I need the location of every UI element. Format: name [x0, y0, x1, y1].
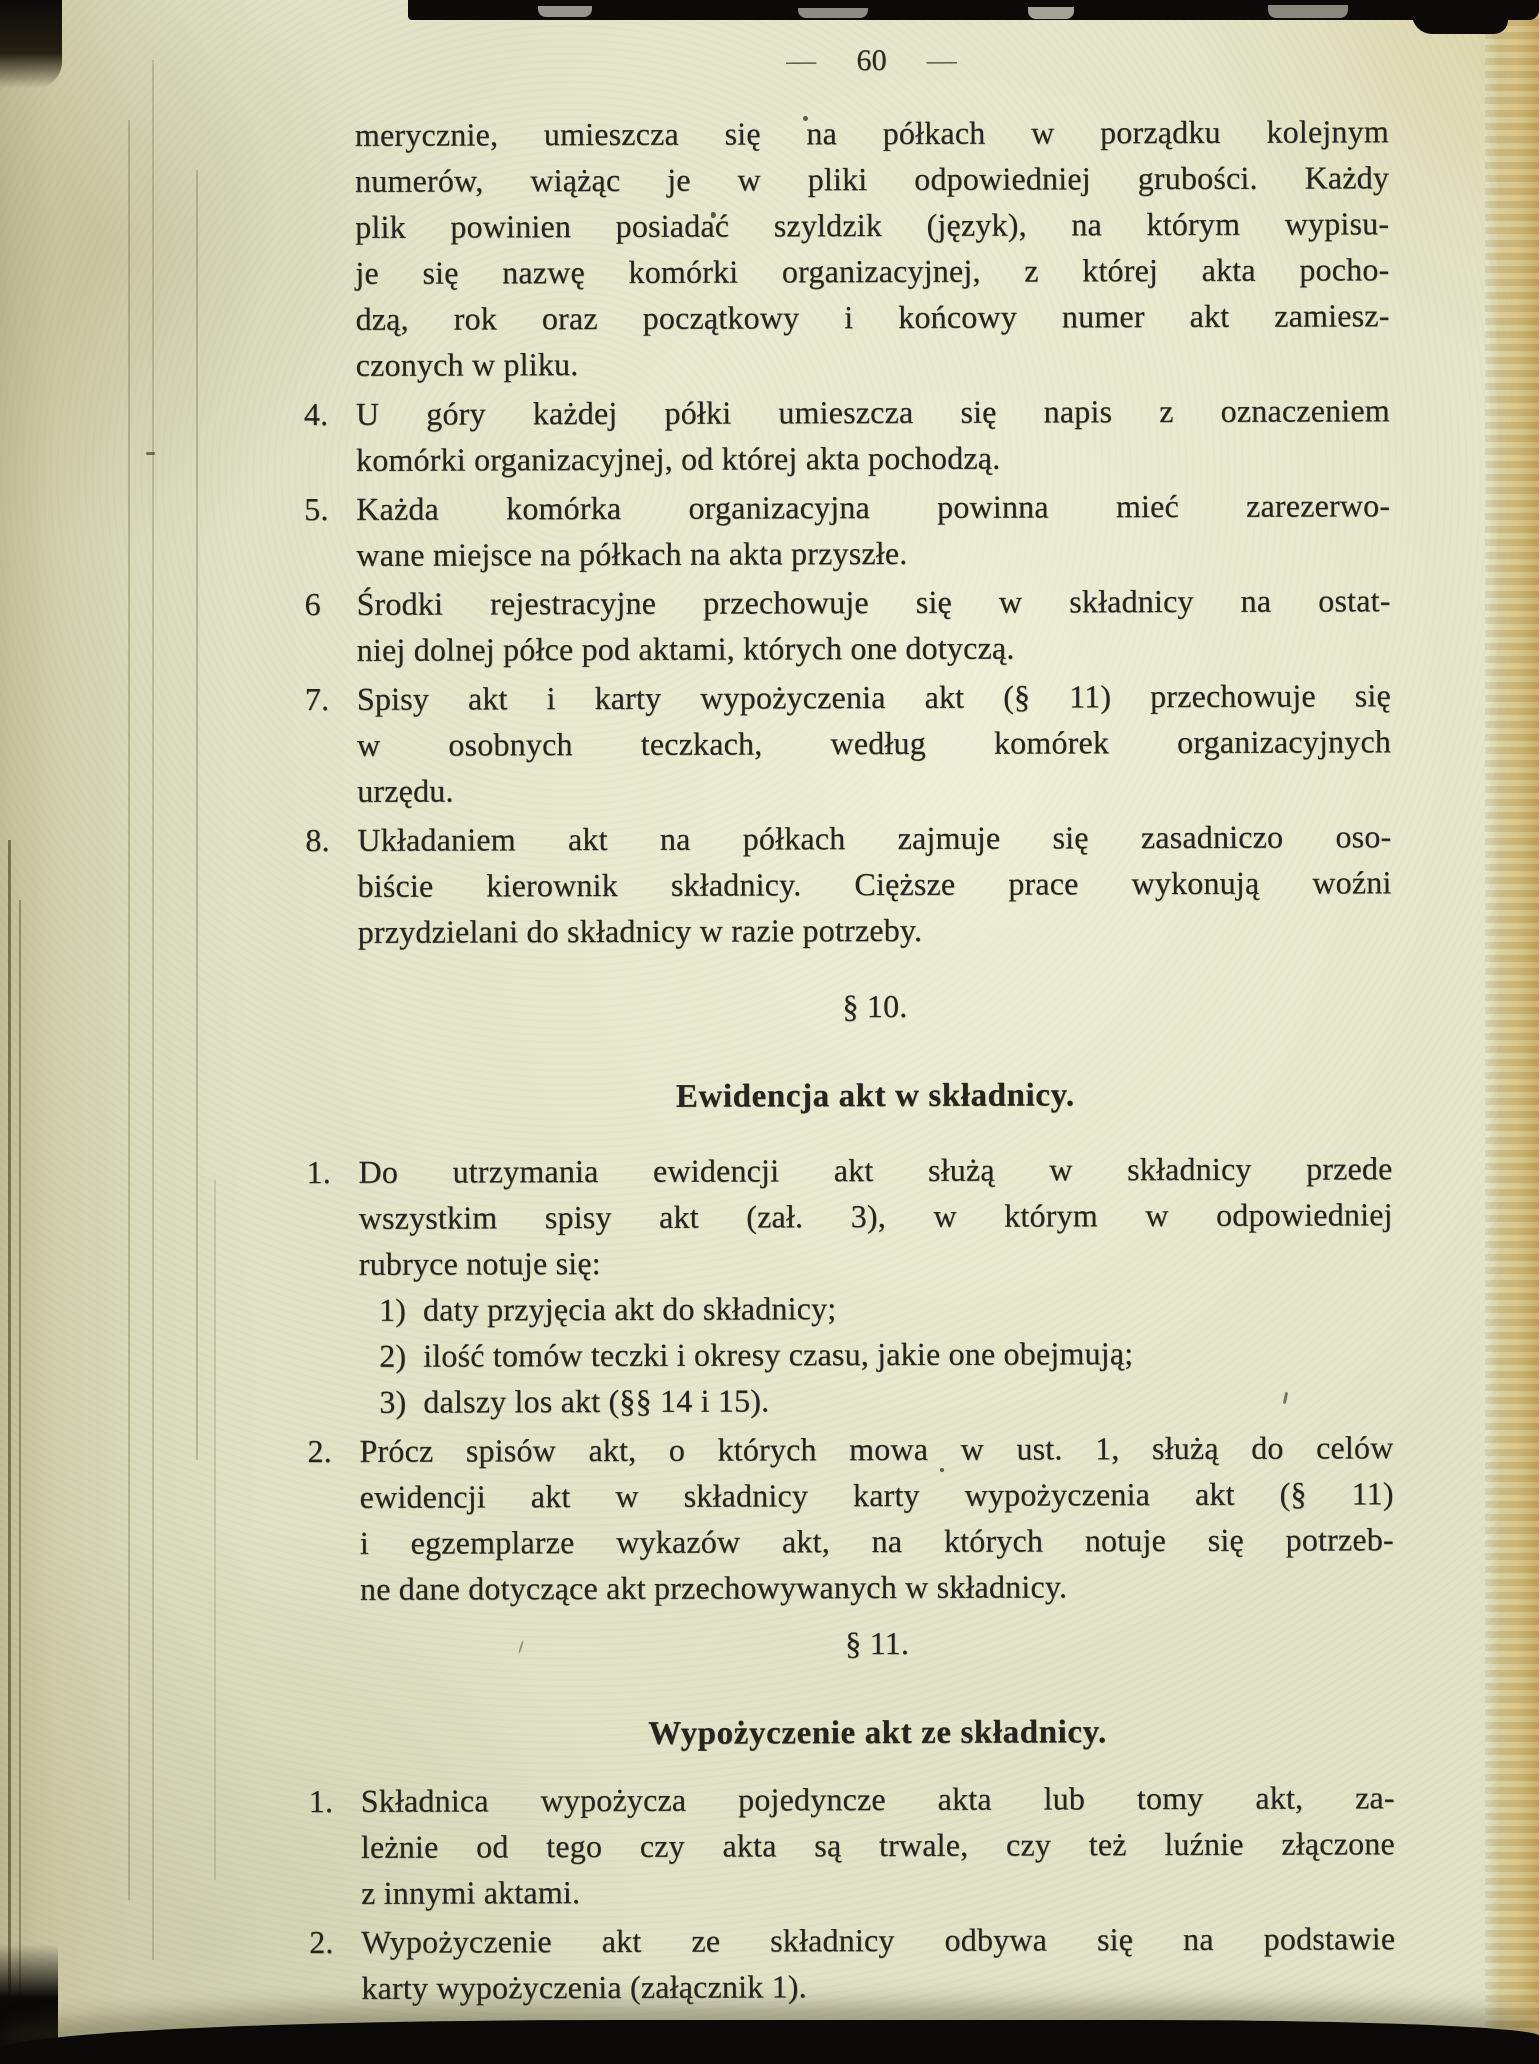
text-line: Układaniem akt na półkach zajmuje się zasadniczo oso- — [357, 818, 1392, 858]
item-number: 1. — [306, 1153, 331, 1190]
gutter-crease — [196, 170, 198, 1460]
page-header — [355, 36, 1389, 86]
text-line: karty wypożyczenia (załącznik 1). — [361, 1968, 807, 2006]
section-10-item-1 — [306, 1145, 1393, 1425]
item-number: 5. — [304, 490, 329, 527]
text-line: urzędu. — [357, 772, 454, 809]
scan-corner-top-left — [0, 0, 62, 88]
text-line: ne dane dotyczące akt przechowywanych w składnicy. — [359, 1568, 1068, 1607]
list-item-7 — [304, 672, 1392, 814]
item-number: 6 — [304, 585, 321, 622]
text-line: biście kierownik składnicy. Cięższe prace wykonują woźni — [357, 864, 1392, 904]
text-line: ewidencji akt w składnicy karty wypożyczenia akt (§ 11) — [359, 1475, 1394, 1515]
sub-item-2 — [359, 1329, 1393, 1379]
section-10-heading: § 10. — [842, 987, 908, 1025]
sub-item-text: daty przyjęcia akt do składnicy; — [422, 1290, 837, 1328]
text-line: wszystkim spisy akt (zał. 3), w którym w odpowiedniej — [358, 1196, 1393, 1236]
item-number: 7. — [304, 680, 330, 717]
scan-edge-top-notch — [1412, 0, 1508, 34]
text-line: Środki rejestracyjne przechowuje się w składnicy na ostat- — [356, 582, 1391, 622]
item-text — [361, 1774, 1395, 1916]
sub-item-text: dalszy los akt (§§ 14 i 15). — [423, 1382, 770, 1420]
section-11-heading: § 11. — [845, 1624, 910, 1662]
gutter-crease — [214, 1180, 216, 1880]
text-line: leżnie od tego czy akta są trwale, czy też luźnie złączone — [360, 1825, 1395, 1865]
gutter-crease — [152, 60, 154, 1960]
text-line: Prócz spisów akt, o których mowa w ust. 1, służą do celów — [359, 1429, 1394, 1469]
text-line: numerów, wiążąc je w pliki odpowiedniej grubości. Każdy — [354, 159, 1390, 199]
item-text — [361, 1915, 1395, 2011]
text-line: Każda komórka organizacyjna powinna mieć zarezerwo- — [356, 487, 1391, 527]
text-line: z innymi aktami. — [360, 1874, 581, 1911]
sub-item-number: 2) — [379, 1337, 407, 1374]
text-line: Wypożyczenie akt ze składnicy odbywa się na podstawie — [361, 1920, 1396, 1960]
scan-edge-top — [408, 0, 1539, 20]
item-text — [357, 672, 1391, 814]
sub-item-number: 1) — [378, 1291, 407, 1328]
gutter-crease — [19, 900, 21, 2064]
text-line: i egzemplarze wykazów akt, na których notuje się potrzeb- — [359, 1521, 1394, 1561]
sub-item-1 — [359, 1283, 1393, 1333]
list-item-6 — [304, 577, 1391, 673]
text-line: je się nazwę komórki organizacyjnej, z której akta pocho- — [355, 251, 1390, 291]
item-number: 2. — [307, 1432, 332, 1469]
list-item-4 — [303, 387, 1390, 483]
item-text — [356, 387, 1390, 483]
gutter-crease — [8, 840, 11, 2064]
text-line: wane miejsce na półkach na akta przyszłe. — [356, 534, 908, 573]
list-item-8 — [305, 813, 1392, 955]
page-body — [303, 36, 1396, 2014]
text-line: komórki organizacyjnej, od której akta pochodzą. — [355, 439, 1001, 478]
item-number: 8. — [305, 821, 330, 858]
item-text — [356, 577, 1390, 673]
page-edge-highlight — [798, 8, 868, 18]
ink-speck — [146, 452, 155, 455]
item-number: 1. — [308, 1782, 334, 1819]
section-11-item-2 — [309, 1915, 1396, 2011]
text-line: U góry każdej półki umieszcza się napis z oznaczeniem — [355, 392, 1390, 432]
section-11-item-1 — [308, 1774, 1395, 1916]
text-line: przydzielani do składnicy w razie potrzeby. — [357, 911, 923, 950]
page-number: 60 — [856, 43, 887, 78]
section-11-title: Wypożyczenie akt ze składnicy. — [648, 1714, 1107, 1752]
page-edge-highlight — [1028, 7, 1074, 19]
book-gutter — [0, 0, 260, 2064]
list-item-5 — [304, 482, 1391, 578]
text-line: dzą, rok oraz początkowy i końcowy numer akt zamiesz- — [355, 297, 1390, 337]
item-text — [358, 1145, 1392, 1287]
header-dash-right: — — [926, 43, 958, 77]
section-10-title: Ewidencja akt w składnicy. — [675, 1077, 1075, 1115]
text-line: niej dolnej półce pod aktami, których one dotyczą. — [356, 629, 1015, 668]
text-line: merycznie, umieszcza się na półkach w porządku kolejnym — [354, 113, 1389, 153]
item-text — [359, 1424, 1394, 1612]
item-text — [356, 482, 1390, 578]
page-fore-edge — [1485, 0, 1539, 2064]
item-number: 2. — [309, 1923, 334, 1960]
item-text — [357, 813, 1391, 955]
sub-item-number: 3) — [379, 1383, 407, 1420]
text-line: plik powinien posiadać szyldzik (język), na którym wypisu- — [355, 205, 1390, 245]
text-line: Składnica wypożycza pojedyncze akta lub tomy akt, za- — [360, 1779, 1395, 1819]
sub-item-3 — [359, 1375, 1393, 1425]
text-line: w osobnych teczkach, według komórek organizacyjnych — [356, 723, 1392, 763]
gutter-crease — [128, 120, 130, 1900]
page-edge-highlight — [538, 6, 592, 17]
sub-item-text: ilość tomów teczki i okresy czasu, jakie one obejmują; — [423, 1335, 1134, 1374]
text-line: rubryce notuje się: — [358, 1244, 601, 1282]
page-edge-highlight — [1268, 5, 1348, 18]
item-number: 4. — [303, 395, 329, 432]
header-dash-left: — — [786, 44, 817, 78]
text-line: Spisy akt i karty wypożyczenia akt (§ 11) przechowuje się — [356, 677, 1391, 717]
text-line: czonych w pliku. — [355, 346, 579, 383]
section-10-item-2 — [307, 1424, 1394, 1612]
text-line: Do utrzymania ewidencji akt służą w składnicy przede — [358, 1150, 1393, 1190]
paragraph-continuation — [355, 108, 1390, 388]
scan-edge-bottom — [0, 2020, 1539, 2064]
